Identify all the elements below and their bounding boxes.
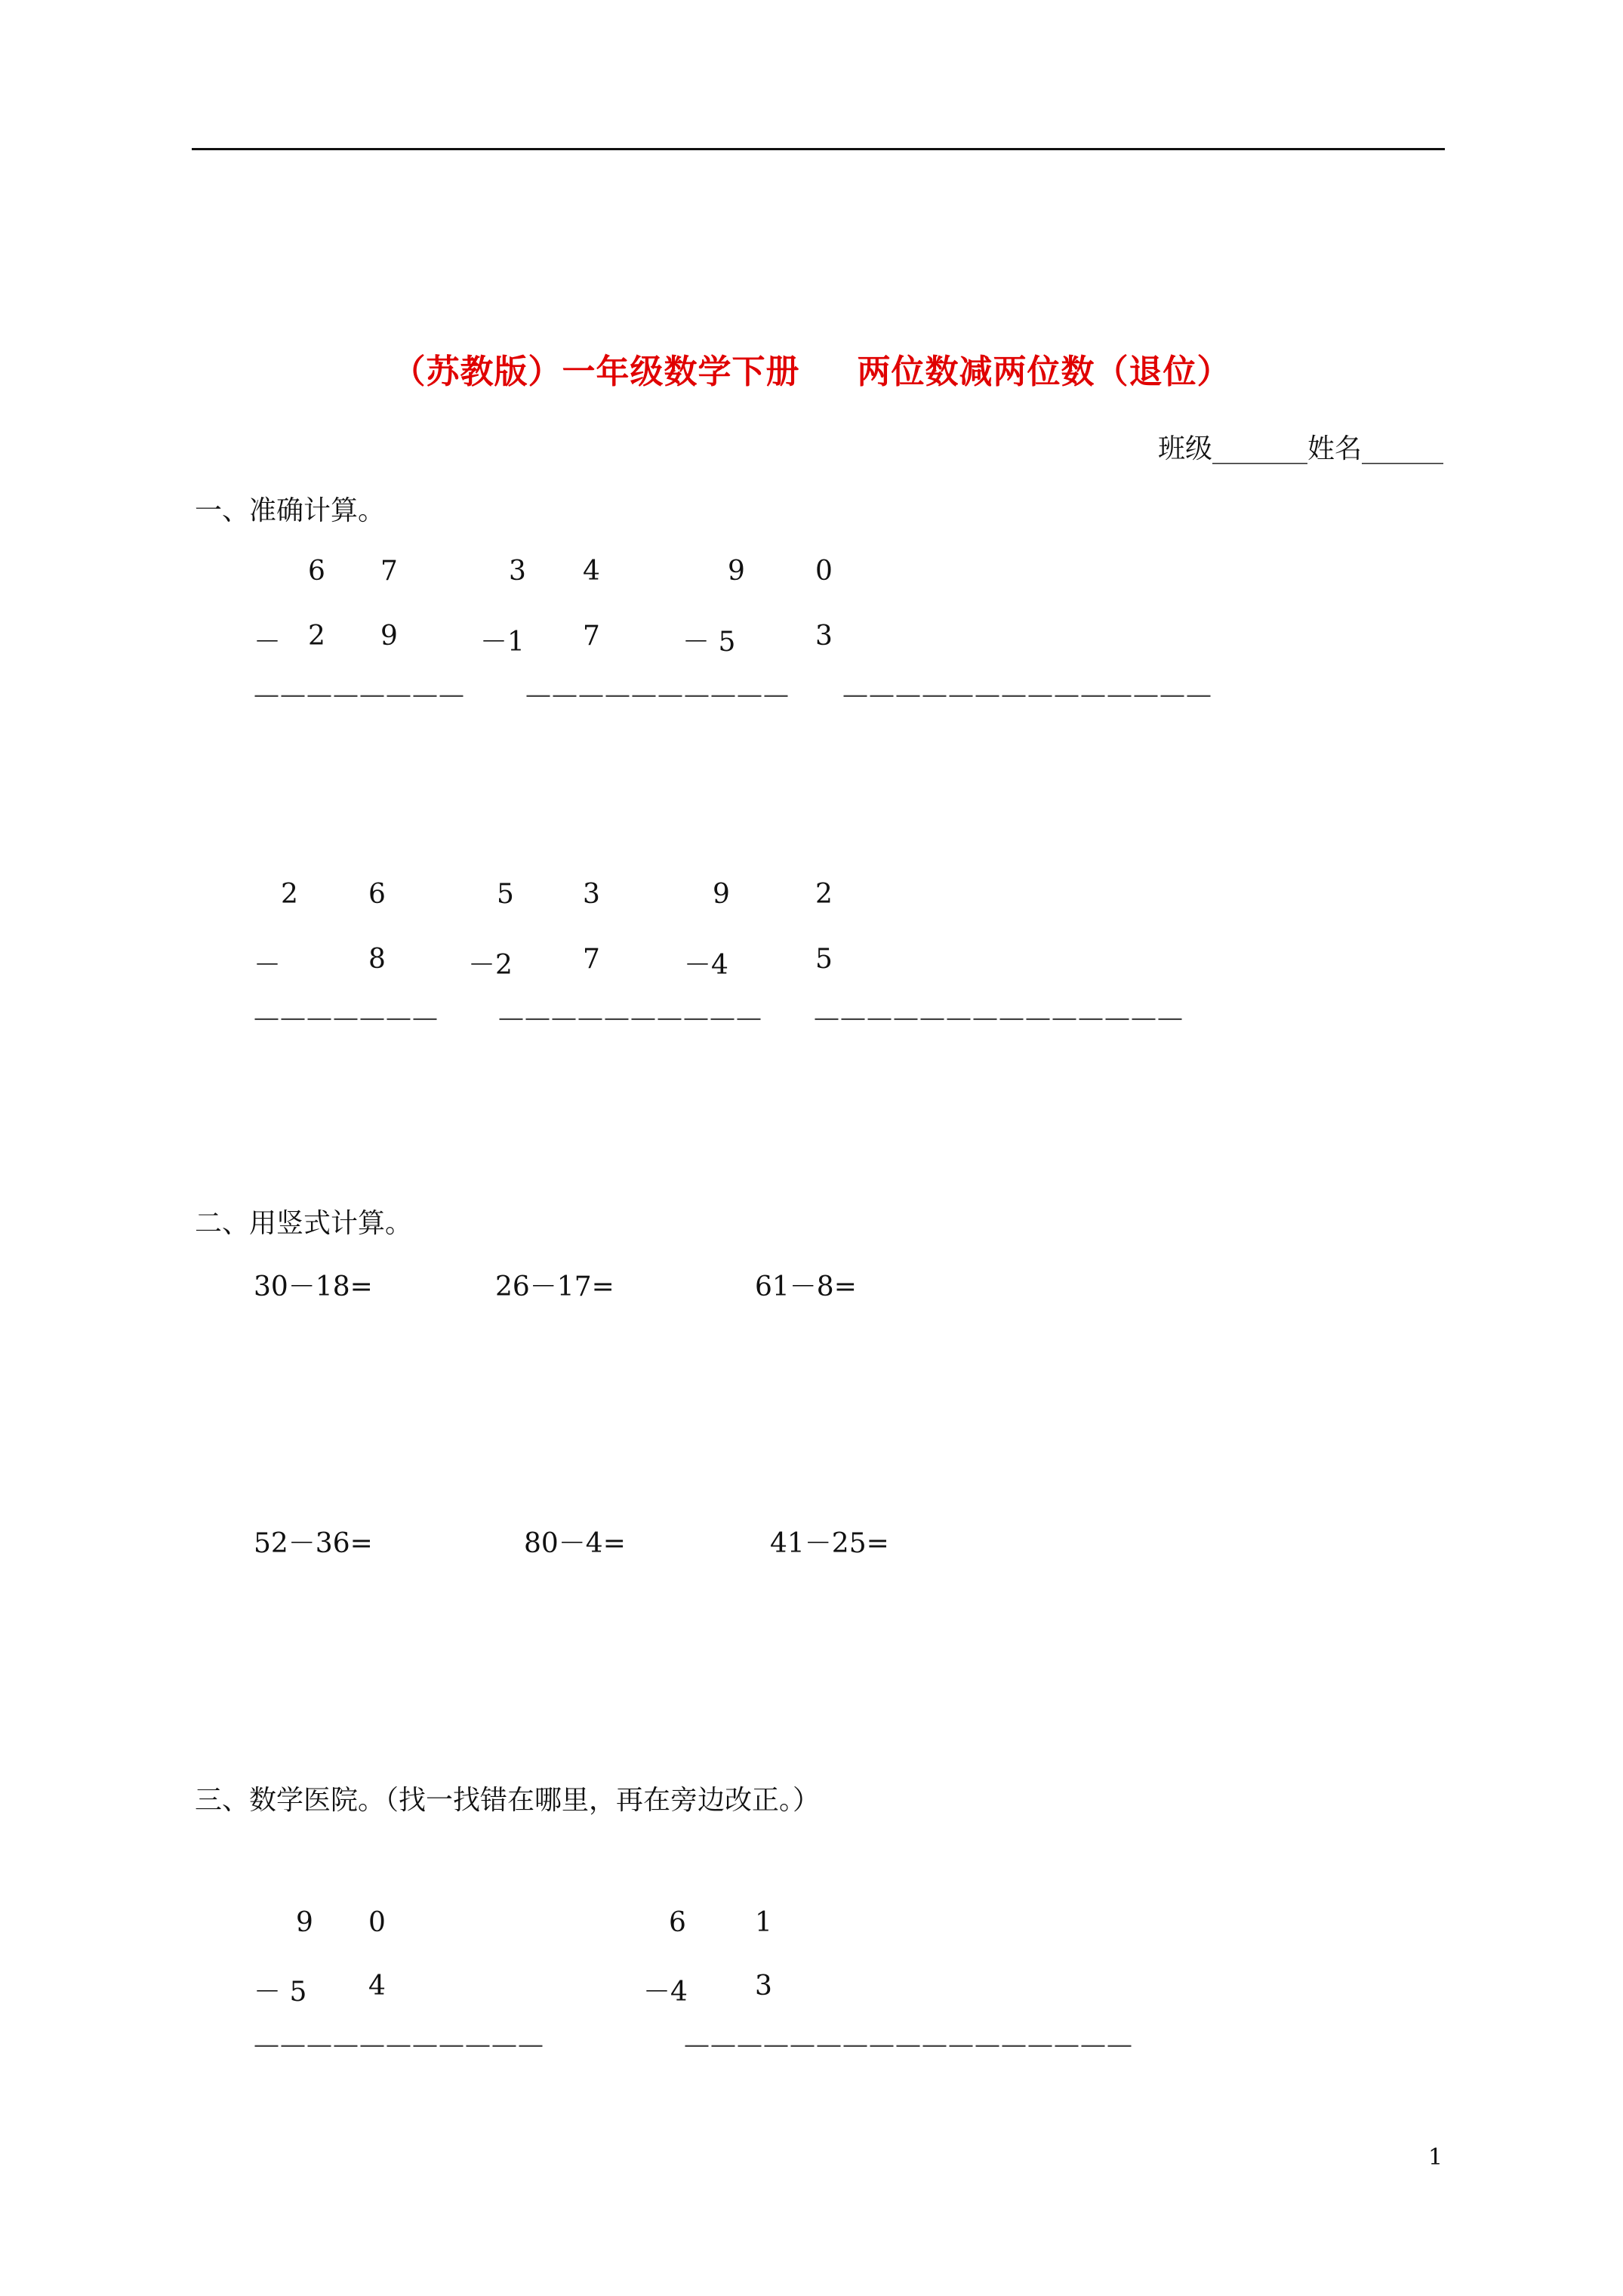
expression: 80－4= xyxy=(524,1528,626,1559)
g2-bottom-digit: 8 xyxy=(368,944,386,975)
g2-bottom-digit: 7 xyxy=(583,944,600,975)
title-part-2: 两位数减两位数（退位） xyxy=(857,353,1231,391)
g2-answer-line: ——————— xyxy=(254,1003,439,1033)
g2-top-digit: 2 xyxy=(281,879,298,910)
g1-bottom-digit: 9 xyxy=(380,621,398,652)
expression: 41－25= xyxy=(770,1528,889,1559)
g1-bottom-digit: －1 xyxy=(480,627,525,658)
g1-top-digit: 3 xyxy=(509,556,526,587)
page-number: 1 xyxy=(1428,2144,1443,2171)
g2-bottom-digit: －2 xyxy=(468,950,513,981)
g1-answer-line: ———————— xyxy=(254,680,465,710)
s3-top-digit: 0 xyxy=(368,1907,386,1938)
s3-bottom-digit: 3 xyxy=(755,1971,772,2002)
s3-bottom-digit: － 5 xyxy=(254,1977,307,2008)
g2-top-digit: 6 xyxy=(368,879,386,910)
g1-bottom-digit: 7 xyxy=(583,621,600,652)
g2-answer-line: —————————— xyxy=(498,1003,762,1033)
g2-top-digit: 5 xyxy=(497,879,514,910)
g2-bottom-digit: 5 xyxy=(815,944,833,975)
g1-bottom-digit: － 5 xyxy=(682,627,736,658)
g2-top-digit: 3 xyxy=(583,879,600,910)
s3-top-digit: 9 xyxy=(296,1907,313,1938)
g1-bottom-digit: 2 xyxy=(308,621,325,652)
g1-minus-sign: － xyxy=(254,627,282,658)
s3-top-digit: 6 xyxy=(669,1907,686,1938)
expression: 52－36= xyxy=(254,1528,373,1559)
s3-answer-line: ————————————————— xyxy=(684,2029,1133,2060)
g1-top-digit: 7 xyxy=(380,556,398,587)
section2-heading: 二、用竖式计算。 xyxy=(195,1208,413,1239)
g2-answer-line: —————————————— xyxy=(814,1003,1184,1033)
expression: 61－8= xyxy=(755,1271,857,1302)
section1-heading: 一、准确计算。 xyxy=(195,495,386,526)
s3-answer-line: ——————————— xyxy=(254,2029,544,2060)
expression: 30－18= xyxy=(254,1271,373,1302)
class-name-fields: 班级_______姓名______ xyxy=(1157,433,1443,464)
expression: 26－17= xyxy=(495,1271,614,1302)
g1-top-digit: 0 xyxy=(815,556,833,587)
s3-bottom-digit: －4 xyxy=(643,1977,688,2008)
section3-heading: 三、数学医院。（找一找错在哪里，再在旁边改正。） xyxy=(195,1785,821,1816)
s3-bottom-digit: 4 xyxy=(368,1971,386,2002)
page-title xyxy=(0,344,1623,393)
title-part-1: （苏教版）一年级数学下册 xyxy=(392,353,800,391)
header-rule xyxy=(192,148,1445,150)
g1-top-digit: 4 xyxy=(583,556,600,587)
g1-answer-line: —————————————— xyxy=(842,680,1212,710)
g2-bottom-digit: －4 xyxy=(684,950,728,981)
g1-top-digit: 9 xyxy=(728,556,745,587)
g1-bottom-digit: 3 xyxy=(815,621,833,652)
s3-top-digit: 1 xyxy=(755,1907,772,1938)
g2-top-digit: 9 xyxy=(713,879,730,910)
g2-minus-sign: － xyxy=(254,950,282,981)
g2-top-digit: 2 xyxy=(815,879,833,910)
g1-top-digit: 6 xyxy=(308,556,325,587)
g1-answer-line: —————————— xyxy=(525,680,790,710)
